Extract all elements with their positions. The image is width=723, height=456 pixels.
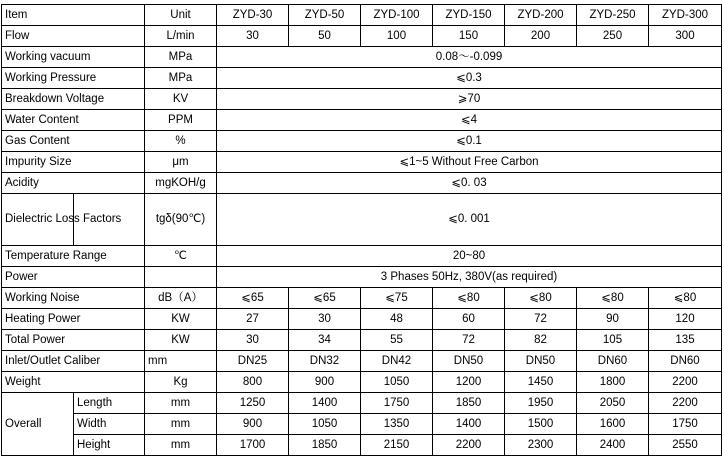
cell: 2550 <box>649 435 722 456</box>
breakdown-voltage-row <box>2 89 722 110</box>
working-pressure-row <box>2 68 722 89</box>
row-label: Gas Content <box>2 131 145 152</box>
cell: ⩽0.3 <box>217 68 722 89</box>
row-unit: KV <box>145 89 217 110</box>
cell: 30 <box>217 330 289 351</box>
cell: 200 <box>505 26 577 47</box>
heating-power-row <box>2 309 722 330</box>
header-unit: Unit <box>145 5 217 26</box>
row-unit: mm <box>145 435 217 456</box>
header-model: ZYD-250 <box>577 5 649 26</box>
cell: ⩽80 <box>649 288 722 309</box>
cell: 1200 <box>433 372 505 393</box>
cell: 1400 <box>433 414 505 435</box>
row-label: Weight <box>2 372 145 393</box>
flow-row <box>2 26 722 47</box>
cell: ⩽0. 03 <box>217 173 722 194</box>
cell: 900 <box>289 372 361 393</box>
row-label: Inlet/Outlet Caliber <box>2 351 145 372</box>
cell: 2200 <box>649 372 722 393</box>
cell: 1950 <box>505 393 577 414</box>
cell: 27 <box>217 309 289 330</box>
working-noise-row <box>2 288 722 309</box>
cell: 800 <box>217 372 289 393</box>
cell: ⩽80 <box>505 288 577 309</box>
cell: DN60 <box>577 351 649 372</box>
row-sublabel: Width <box>74 414 145 435</box>
row-unit: tgδ(90℃) <box>145 194 217 246</box>
row-unit: MPa <box>145 47 217 68</box>
cell: 1250 <box>217 393 289 414</box>
cell: 1050 <box>361 372 433 393</box>
row-label: Temperature Range <box>2 246 145 267</box>
cell: 1400 <box>289 393 361 414</box>
cell: 120 <box>649 309 722 330</box>
cell: 34 <box>289 330 361 351</box>
cell: 82 <box>505 330 577 351</box>
cell: 60 <box>433 309 505 330</box>
cell: 30 <box>289 309 361 330</box>
cell: DN32 <box>289 351 361 372</box>
cell: DN50 <box>505 351 577 372</box>
header-model: ZYD-200 <box>505 5 577 26</box>
cell: 50 <box>289 26 361 47</box>
cell: 30 <box>217 26 289 47</box>
cell: ⩽65 <box>289 288 361 309</box>
cell: 1750 <box>361 393 433 414</box>
cell: DN42 <box>361 351 433 372</box>
cell: 1700 <box>217 435 289 456</box>
row-label: Power <box>2 267 145 288</box>
cell: 2300 <box>505 435 577 456</box>
cell: 0.08～-0.099 <box>217 47 722 68</box>
cell: 900 <box>217 414 289 435</box>
cell: 1350 <box>361 414 433 435</box>
water-content-row <box>2 110 722 131</box>
row-unit: mgKOH/g <box>145 173 217 194</box>
row-unit: PPM <box>145 110 217 131</box>
cell: 1050 <box>289 414 361 435</box>
impurity-size-row <box>2 152 722 173</box>
header-row <box>2 5 722 26</box>
row-unit: mm <box>145 351 217 372</box>
cell: 1750 <box>649 414 722 435</box>
header-model: ZYD-50 <box>289 5 361 26</box>
cell: 150 <box>433 26 505 47</box>
cell: 72 <box>505 309 577 330</box>
row-label: Acidity <box>2 173 145 194</box>
cell: 2200 <box>649 393 722 414</box>
gas-content-row <box>2 131 722 152</box>
cell: 105 <box>577 330 649 351</box>
cell: 3 Phases 50Hz, 380V(as required) <box>217 267 722 288</box>
cell: 2050 <box>577 393 649 414</box>
row-label: Dielectric Loss Factors <box>2 194 74 246</box>
row-unit: dB（A） <box>145 288 217 309</box>
row-unit: MPa <box>145 68 217 89</box>
row-label: Impurity Size <box>2 152 145 173</box>
header-model: ZYD-30 <box>217 5 289 26</box>
row-unit <box>145 267 217 288</box>
row-unit: μm <box>145 152 217 173</box>
caliber-row <box>2 351 722 372</box>
row-sublabel: Length <box>74 393 145 414</box>
cell: ⩽4 <box>217 110 722 131</box>
overall-length-row <box>2 393 722 414</box>
overall-label: Overall <box>2 393 74 456</box>
cell: ⩽1~5 Without Free Carbon <box>217 152 722 173</box>
working-vacuum-row <box>2 47 722 68</box>
row-unit: Kg <box>145 372 217 393</box>
acidity-row <box>2 173 722 194</box>
cell: 1600 <box>577 414 649 435</box>
cell: 90 <box>577 309 649 330</box>
row-unit: mm <box>145 414 217 435</box>
cell: 1850 <box>289 435 361 456</box>
row-label: Flow <box>2 26 145 47</box>
row-label: Water Content <box>2 110 145 131</box>
cell: ⩽80 <box>577 288 649 309</box>
cell: 2200 <box>433 435 505 456</box>
cell: DN60 <box>649 351 722 372</box>
row-label: Working Pressure <box>2 68 145 89</box>
cell: 1500 <box>505 414 577 435</box>
row-unit: % <box>145 131 217 152</box>
cell: 135 <box>649 330 722 351</box>
row-label: Heating Power <box>2 309 145 330</box>
cell: ⩽75 <box>361 288 433 309</box>
cell: DN50 <box>433 351 505 372</box>
row-unit: KW <box>145 330 217 351</box>
cell: ⩽80 <box>433 288 505 309</box>
row-unit: L/min <box>145 26 217 47</box>
cell: 2400 <box>577 435 649 456</box>
cell: 2150 <box>361 435 433 456</box>
cell: ⩽65 <box>217 288 289 309</box>
row-label: Working Noise <box>2 288 145 309</box>
row-sublabel: Height <box>74 435 145 456</box>
row-unit: mm <box>145 393 217 414</box>
cell: 20~80 <box>217 246 722 267</box>
row-unit: ℃ <box>145 246 217 267</box>
overall-height-row <box>2 435 722 456</box>
weight-row <box>2 372 722 393</box>
header-item: Item <box>2 5 145 26</box>
header-model: ZYD-300 <box>649 5 722 26</box>
temperature-range-row <box>2 246 722 267</box>
cell: 300 <box>649 26 722 47</box>
cell: ⩽0.1 <box>217 131 722 152</box>
header-model: ZYD-100 <box>361 5 433 26</box>
cell: 250 <box>577 26 649 47</box>
power-row <box>2 267 722 288</box>
row-unit: KW <box>145 309 217 330</box>
cell: ⩾70 <box>217 89 722 110</box>
total-power-row <box>2 330 722 351</box>
cell: 1850 <box>433 393 505 414</box>
cell: DN25 <box>217 351 289 372</box>
overall-width-row <box>2 414 722 435</box>
row-label: Working vacuum <box>2 47 145 68</box>
dielectric-loss-row <box>2 194 722 246</box>
cell: 55 <box>361 330 433 351</box>
header-model: ZYD-150 <box>433 5 505 26</box>
row-label: Breakdown Voltage <box>2 89 145 110</box>
cell: 1800 <box>577 372 649 393</box>
row-label: Total Power <box>2 330 145 351</box>
cell: 48 <box>361 309 433 330</box>
cell: 1450 <box>505 372 577 393</box>
cell: ⩽0. 001 <box>217 194 722 246</box>
cell: 72 <box>433 330 505 351</box>
cell: 100 <box>361 26 433 47</box>
spec-table <box>1 4 722 456</box>
